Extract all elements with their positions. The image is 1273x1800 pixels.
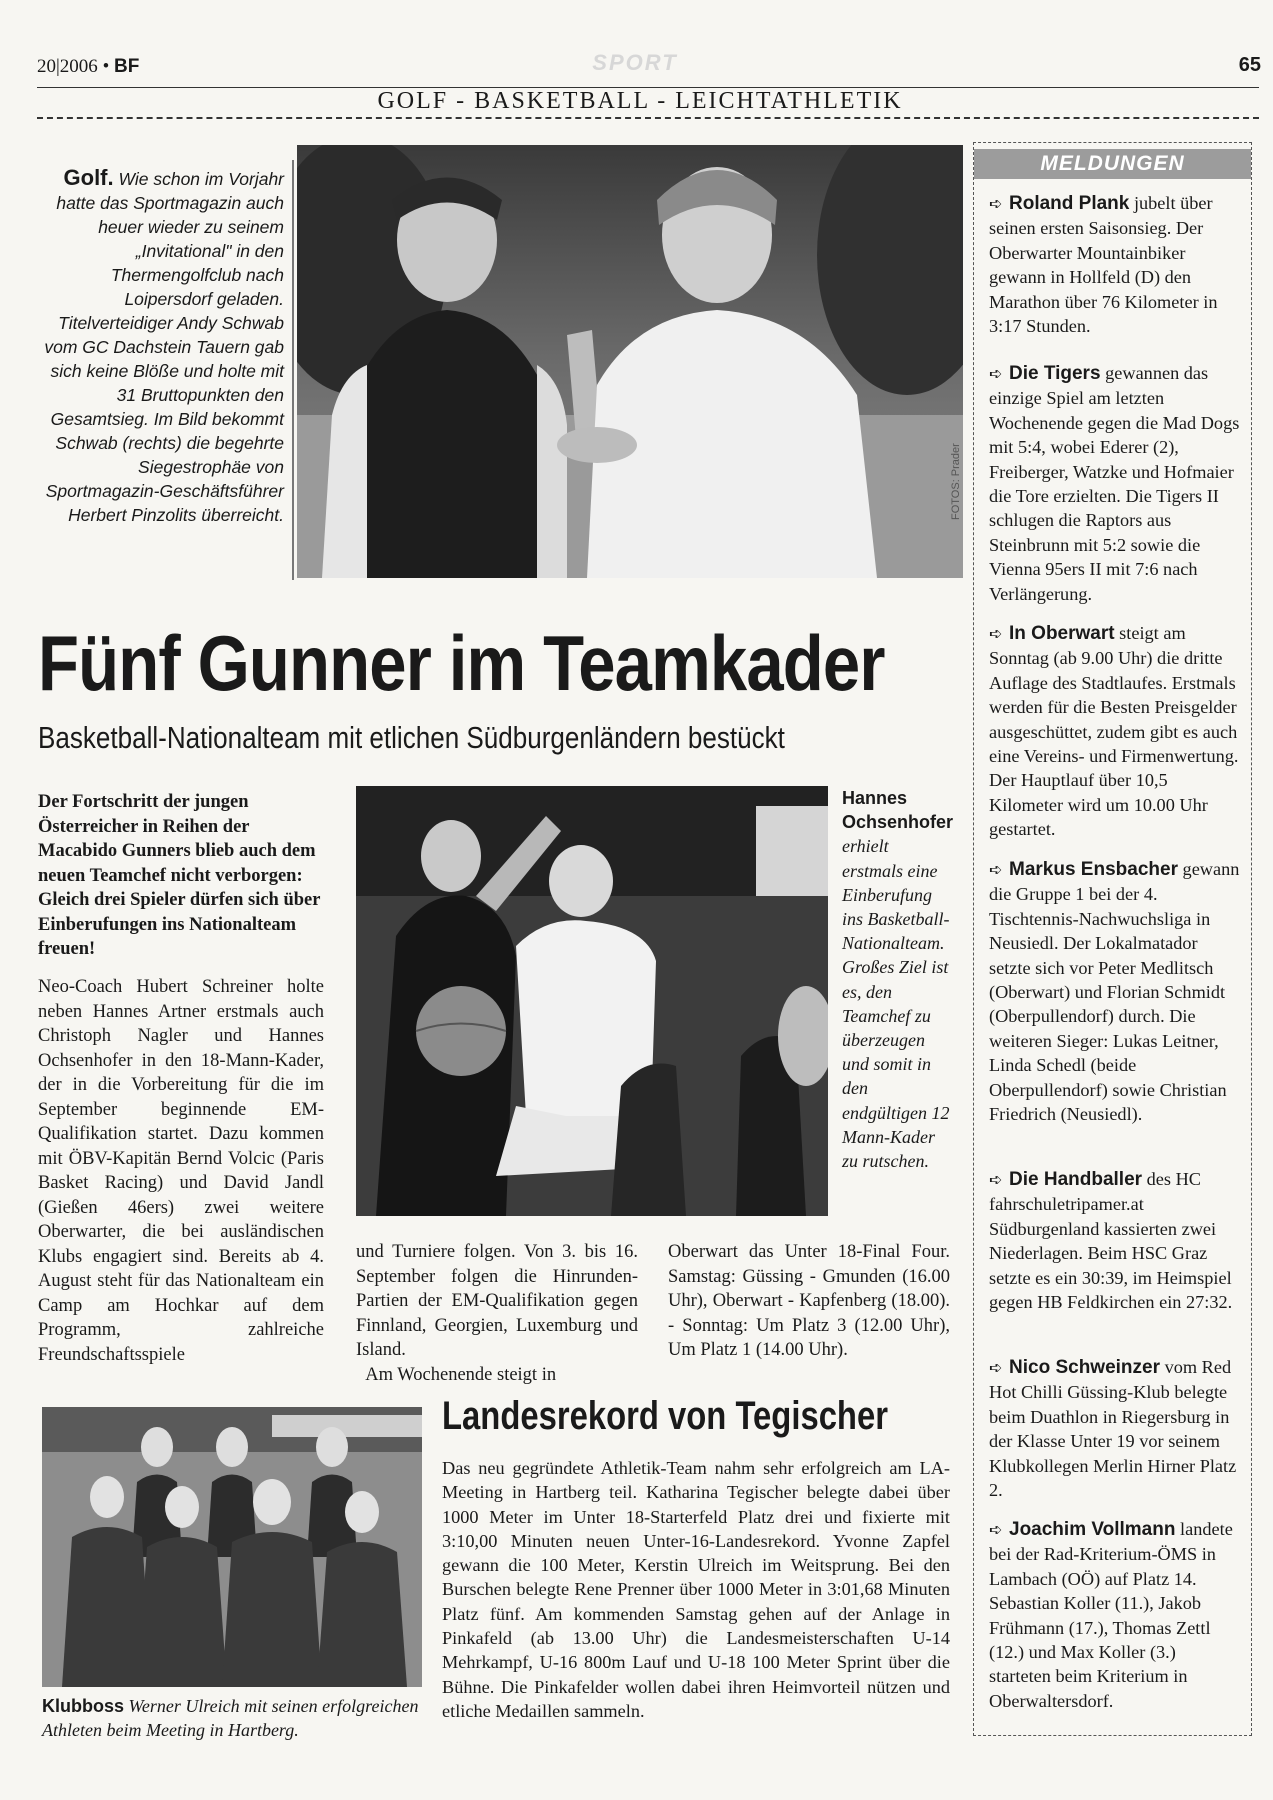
record-body: Das neu gegründete Athletik-Team nahm sehr erfolgreich am LA-Meeting in Hartberg teil. Katharina Tegischer belegte dabei über 1000 Meter im Unter 18-Starterfeld Platz drei und fixierte mit 3:10,00 Minuten neuen Unter-16-Landesrekord. Yvonne Zapfel gewann die 100 Meter, Kerstin Ulreich im Weitsprung. Bei den Burschen belegte Rene Prenner über 1000 Meter in 3:01,68 Minuten Platz fünf. Am kommenden Samstag gehen auf der Anlage in Pinkafeld (ab 13.00 Uhr) die Landesmeisterschaften U-14 Mehrkampf, U-16 800m Lauf und U-18 100 Meter Sprint über die Bühne. Die Pinkafelder wollen dabei ihren Heimvorteil nützen und etliche Medaillen sammeln. <box>442 1458 950 1721</box>
article-body-col2 <box>356 1240 638 1387</box>
news-item-text: gewann die Gruppe 1 bei der 4. Tischtennis-Nachwuchsliga in Neusiedl. Der Lokalmatador setzte sich vor Peter Medlitsch (Oberwart) und Florian Schmidt (Oberpullendorf) durch. Die weiteren Sieger: Lukas Leitner, Linda Schedl (beide Oberpullendorf) sowie Christian Friedrich (Neusiedl). <box>989 859 1240 1125</box>
arrow-icon: ➪ <box>989 624 1003 643</box>
news-item-text: gewannen das einzige Spiel am letzten Wochenende gegen die Mad Dogs mit 5:4, wobei Ederer (2), Freiberger, Watzke und Hofmaier die Tore erzielten. Die Tigers II schlugen die Raptors aus Steinbrunn mit 5:2 sowie die Vienna 95ers II mit 7:6 nach Verlängerung. <box>989 363 1240 604</box>
basketball-photo-caption <box>842 786 954 1173</box>
section-subheading: GOLF - BASKETBALL - LEICHTATHLETIK <box>377 88 903 114</box>
basketball-caption-text: erhielt erstmals eine Einberufung ins Basketball-Nationalteam. Großes Ziel ist es, den Teamchef zu überzeugen und somit in den endgültigen 12 Mann-Kader zu rutschen. <box>842 836 950 1172</box>
photo-credit: FOTOS: Prader <box>950 443 962 520</box>
arrow-icon: ➪ <box>989 1520 1003 1539</box>
golf-caption-box <box>38 160 294 580</box>
news-item-lead: Joachim Vollmann <box>1009 1519 1176 1540</box>
sidebar-title: MELDUNGEN <box>974 149 1251 179</box>
arrow-icon: ➪ <box>989 194 1003 213</box>
article-body-col2-continued: Am Wochenende steigt in <box>365 1364 557 1385</box>
news-item-lead: Nico Schweinzer <box>1009 1357 1160 1378</box>
header-dashed-rule <box>37 117 1259 119</box>
page-number: 65 <box>1238 54 1261 76</box>
golf-trophy-photo <box>297 145 963 578</box>
publication-name: BF <box>113 56 140 77</box>
golf-photo-illustration <box>297 145 963 578</box>
news-item <box>989 191 1241 338</box>
news-item <box>989 1167 1241 1314</box>
news-item <box>989 361 1241 606</box>
athletes-caption-text: Werner Ulreich mit seinen erfolgreichen Athleten beim Meeting in Hartberg. <box>42 1696 419 1740</box>
article-subheadline: Basketball-Nationalteam mit etlichen Südburgenländern bestückt <box>38 720 785 755</box>
golf-caption-text: Wie schon im Vorjahr hatte das Sportmagazin auch heuer wieder zu seinem „Invitational" in den Thermengolfclub nach Loipersdorf geladen. Titelverteidiger Andy Schwab vom GC Dachstein Tauern gab sich keine Blöße und holte mit 31 Bruttopunkten den Gesamtsieg. Im Bild bekommt Schwab (rechts) die begehrte Siegestrophäe von Sportmagazin-Geschäftsführer Herbert Pinzolits überreicht. <box>44 169 284 525</box>
news-item <box>989 621 1241 842</box>
news-item-text: landete bei der Rad-Kriterium-ÖMS in Lambach (OÖ) auf Platz 14. Sebastian Koller (11.), Jakob Frühmann (17.), Thomas Zettl (12.) und Max Koller (3.) starteten beim Kriterium in Oberwaltersdorf. <box>989 1519 1233 1711</box>
golf-caption <box>44 166 284 527</box>
arrow-icon: ➪ <box>989 364 1003 383</box>
news-item <box>989 857 1241 1126</box>
article-body-col2-text: und Turniere folgen. Von 3. bis 16. September folgen die Hinrunden-Partien der EM-Qualifikation gegen Finnland, Georgien, Luxemburg und Island. <box>356 1242 638 1360</box>
news-item-lead: Die Handballer <box>1009 1169 1143 1190</box>
basketball-photo-illustration <box>356 786 828 1216</box>
arrow-icon: ➪ <box>989 1170 1003 1189</box>
arrow-icon: ➪ <box>989 1358 1003 1377</box>
news-item-text: steigt am Sonntag (ab 9.00 Uhr) die dritte Auflage des Stadtlaufes. Erstmals werden für die Besten Preisgelder ausgeschüttet, zudem gibt es auch eine Vereins- und Firmenwertung. Der Hauptlauf über 10,5 Kilometer wird um 10.00 Uhr gestartet. <box>989 623 1239 840</box>
basketball-photo <box>356 786 828 1216</box>
article-lead: Der Fortschritt der jungen Österreicher in Reihen der Macabido Gunners blieb auch dem neuen Teamchef nicht verborgen: Gleich drei Spieler dürfen sich über Einberufungen ins Nationalteam freuen! <box>38 792 321 959</box>
section-label: SPORT <box>592 50 678 75</box>
news-sidebar <box>973 142 1252 1736</box>
basketball-caption-name: Hannes Ochsenhofer <box>842 788 954 833</box>
record-headline: Landesrekord von Tegischer <box>442 1394 888 1438</box>
news-item <box>989 1355 1241 1502</box>
news-item-lead: Markus Ensbacher <box>1009 859 1178 880</box>
news-item <box>989 1517 1241 1713</box>
news-item-text: vom Red Hot Chilli Güssing-Klub belegte beim Duathlon in Riegersburg in der Klasse Unter 19 vor seinem Klubkollegen Merlin Hirner Platz 2. <box>989 1357 1237 1501</box>
golf-caption-lead: Golf. <box>63 165 114 190</box>
arrow-icon: ➪ <box>989 860 1003 879</box>
issue-number: 20|2006 <box>37 56 98 77</box>
article-body-col3: Oberwart das Unter 18-Final Four. Samstag: Güssing - Gmunden (16.00 Uhr), Oberwart - Kapfenberg (18.00). - Sonntag: Um Platz 3 (12.00 Uhr), Um Platz 1 (14.00 Uhr). <box>668 1242 950 1360</box>
news-item-text: des HC fahrschuletripamer.at Südburgenland kassierten zwei Niederlagen. Beim HSC Graz setzte es ein 30:39, im Heimspiel gegen HB Feldkirchen ein 27:32. <box>989 1169 1233 1313</box>
issue-info <box>37 56 139 78</box>
athletes-caption-name: Klubboss <box>42 1696 125 1716</box>
news-item-text: jubelt über seinen ersten Saisonsieg. Der Oberwarter Mountainbiker gewann in Hollfeld (D) den Marathon über 76 Kilometer in 3:17 Stunden. <box>989 193 1218 337</box>
article-headline: Fünf Gunner im Teamkader <box>38 619 885 707</box>
article-body-col1: Neo-Coach Hubert Schreiner holte neben Hannes Artner erstmals auch Christoph Nagler und Hannes Ochsenhofer in den 18-Mann-Kader, der in die Vorbereitung für die im September beginnende EM-Qualifikation startet. Dazu kommen mit ÖBV-Kapitän Bernd Volcic (Paris Basket Racing) und David Jandl (Gießen 46ers) zwei weitere Oberwarter, die bei ausländischen Klubs engagiert sind. Bereits ab 4. August steht für das Nationalteam ein Camp am Hochkar auf dem Programm, zahlreiche Freundschaftsspiele <box>38 977 324 1365</box>
athletes-photo-caption <box>42 1694 422 1742</box>
athletes-photo-illustration <box>42 1407 422 1687</box>
news-item-lead: Die Tigers <box>1009 363 1101 384</box>
athletes-photo <box>42 1407 422 1687</box>
issue-bullet: • <box>102 56 110 77</box>
news-item-lead: In Oberwart <box>1009 623 1115 644</box>
news-item-lead: Roland Plank <box>1009 193 1130 214</box>
